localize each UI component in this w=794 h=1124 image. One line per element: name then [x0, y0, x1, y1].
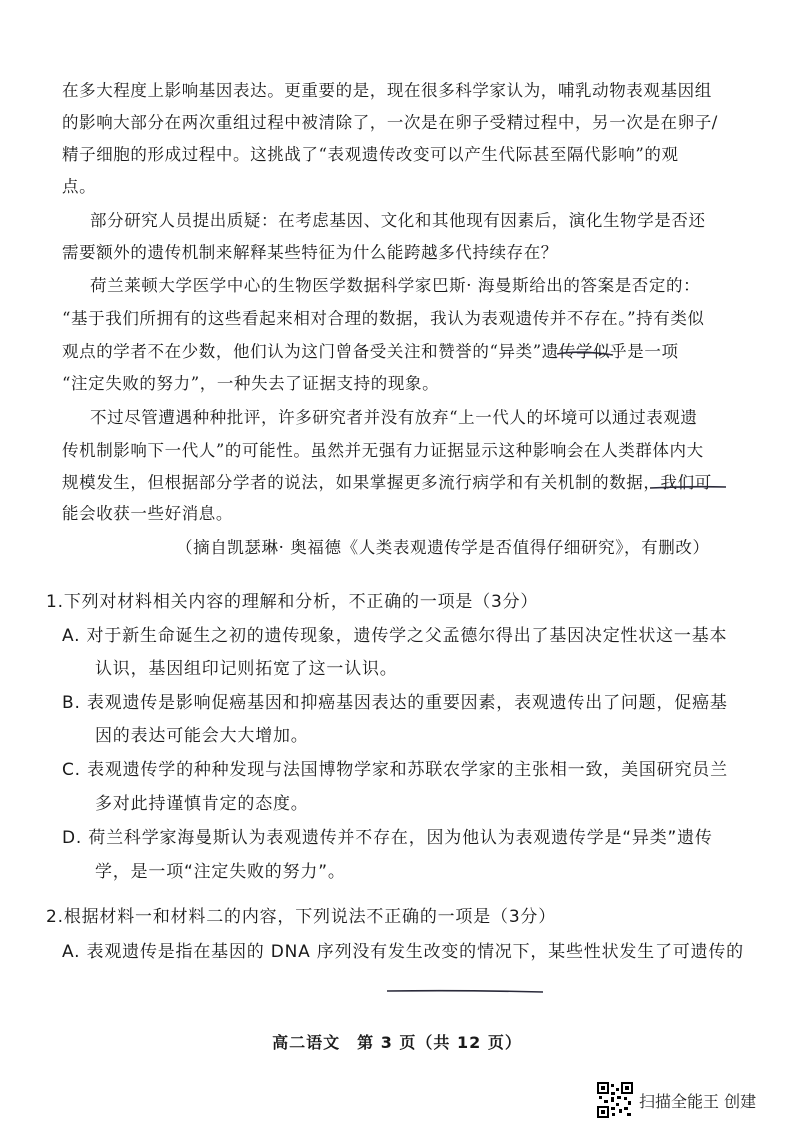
option-a-line: A. 表观遗传是指在基因的 DNA 序列没有发生改变的情况下，某些性状发生了可遗传的 — [62, 942, 744, 962]
question-stem: 2.根据材料一和材料二的内容，下列说法不正确的一项是（3分） — [46, 907, 557, 927]
option-a-line: A. 对于新生命诞生之初的遗传现象，遗传学之父孟德尔得出了基因决定性状这一基本 — [62, 626, 728, 646]
option-d-line: 学，是一项“注定失败的努力”。 — [95, 862, 346, 882]
option-a-line: 认识，基因组印记则拓宽了这一认识。 — [95, 659, 398, 679]
passage-line: “注定失败的努力”，一种失去了证据支持的现象。 — [62, 374, 440, 393]
passage-line: 观点的学者不在少数，他们认为这门曾备受关注和赞誉的“异类”遗传学似乎是一项 — [62, 342, 679, 361]
option-d-line: D. 荷兰科学家海曼斯认为表观遗传并不存在，因为他认为表观遗传学是“异类”遗传 — [62, 828, 713, 848]
passage-line: 部分研究人员提出质疑：在考虑基因、文化和其他现有因素后，演化生物学是否还 — [90, 211, 706, 230]
scanner-watermark — [597, 1082, 756, 1118]
passage-line: 能会收获一些好消息。 — [62, 504, 233, 523]
option-b-line: B. 表观遗传是影响促癌基因和抑癌基因表达的重要因素，表观遗传出了问题，促癌基 — [62, 693, 728, 713]
passage-line: 规模发生，但根据部分学者的说法，如果掌握更多流行病学和有关机制的数据，我们可 — [62, 473, 712, 492]
passage-line: 的影响大部分在两次重组过程中被清除了，一次是在卵子受精过程中，另一次是在卵子/ — [62, 113, 718, 132]
page-number: 高二语文 第 3 页（共 12 页） — [272, 1033, 522, 1052]
qr-code-icon — [597, 1082, 633, 1118]
question-stem: 1.下列对材料相关内容的理解和分析，不正确的一项是（3分） — [46, 592, 539, 612]
pen-underline — [385, 985, 545, 999]
option-c-line: 多对此持谨慎肯定的态度。 — [95, 794, 309, 814]
passage-line: 点。 — [62, 177, 97, 196]
passage-line: 需要额外的遗传机制来解释某些特征为什么能跨越多代持续存在？ — [62, 243, 558, 262]
passage-line: “基于我们所拥有的这些看起来相对合理的数据，我认为表观遗传并不存在。”持有类似 — [62, 309, 705, 328]
passage-line: 荷兰莱顿大学医学中心的生物医学数据科学家巴斯· 海曼斯给出的答案是否定的： — [90, 276, 701, 295]
watermark-text: 扫描全能王 创建 — [639, 1091, 757, 1111]
passage-source: （摘自凯瑟琳· 奥福德《人类表观遗传学是否值得仔细研究》，有删改） — [176, 538, 710, 557]
passage-line: 在多大程度上影响基因表达。更重要的是，现在很多科学家认为，哺乳动物表观基因组 — [62, 81, 712, 100]
passage-line: 不过尽管遭遇种种批评，许多研究者并没有放弃“上一代人的坏境可以通过表观遗 — [90, 408, 698, 427]
option-b-line: 因的表达可能会大大增加。 — [95, 726, 309, 746]
passage-line: 传机制影响下一代人”的可能性。虽然并无强有力证据显示这种影响会在人类群体内大 — [62, 441, 704, 460]
passage-line: 精子细胞的形成过程中。这挑战了“表观遗传改变可以产生代际甚至隔代影响”的观 — [62, 145, 679, 164]
option-c-line: C. 表观遗传学的种种发现与法国博物学家和苏联农学家的主张相一致，美国研究员兰 — [62, 760, 728, 780]
